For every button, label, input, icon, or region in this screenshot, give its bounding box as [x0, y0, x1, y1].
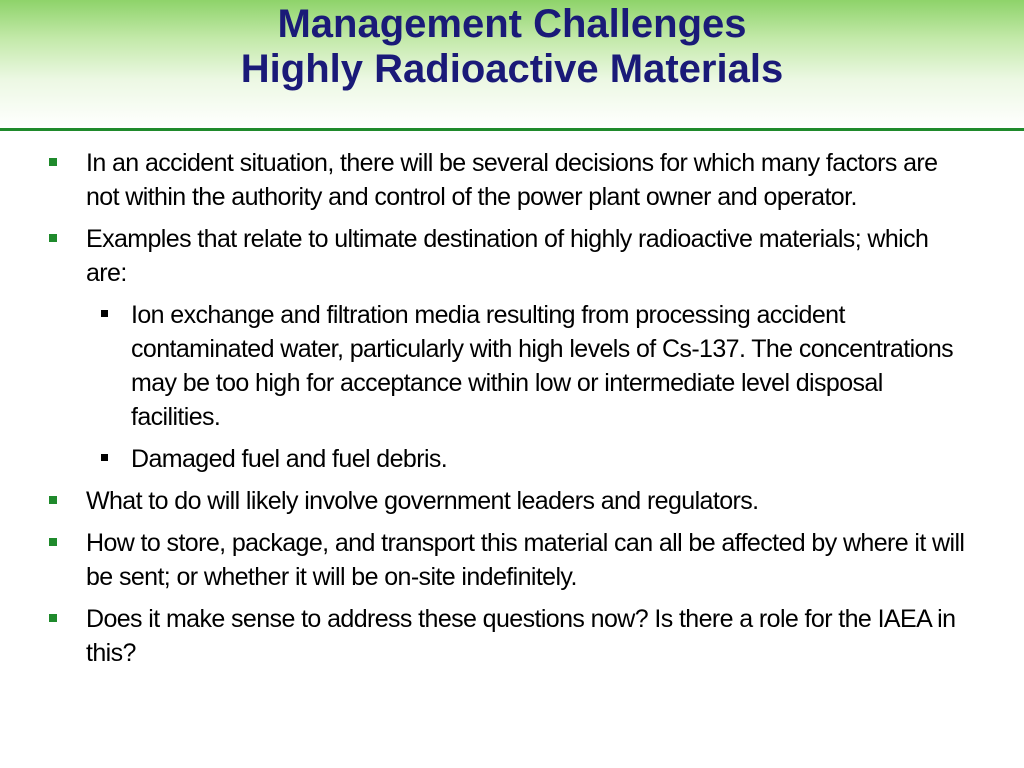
title-header-band	[0, 0, 1024, 128]
bullet-text: How to store, package, and transport this material can all be affected by where it will be sent; or whether it will be on-site indefinitely.	[86, 529, 965, 591]
square-sub-bullet-icon	[101, 310, 108, 317]
sub-bullet-item	[0, 298, 1024, 434]
bullet-item	[0, 146, 1024, 214]
sub-bullet-item	[0, 442, 1024, 476]
sub-bullet-text: Damaged fuel and fuel debris.	[131, 445, 448, 473]
bullet-item	[0, 484, 1024, 518]
bullet-text: What to do will likely involve government leaders and regulators.	[86, 487, 759, 515]
bullet-text: Does it make sense to address these questions now? Is there a role for the IAEA in this?	[86, 605, 956, 667]
bullet-item	[0, 602, 1024, 670]
sub-bullet-text: Ion exchange and filtration media resulting from processing accident contaminated water, particularly with high levels of Cs-137. The concentrations may be too high for acceptance within low or intermediate level disposal facilities.	[131, 301, 954, 431]
square-bullet-icon	[49, 614, 57, 622]
title-line-1: Management Challenges	[277, 2, 747, 46]
bullet-text: Examples that relate to ultimate destination of highly radioactive materials; which are:	[86, 225, 929, 287]
square-bullet-icon	[49, 158, 57, 166]
title-divider-line	[0, 128, 1024, 131]
slide-title	[0, 2, 1024, 92]
bullet-text: In an accident situation, there will be several decisions for which many factors are not within the authority and control of the power plant owner and operator.	[86, 149, 938, 211]
square-bullet-icon	[49, 538, 57, 546]
title-line-2: Highly Radioactive Materials	[240, 47, 784, 91]
square-bullet-icon	[49, 234, 57, 242]
bullet-item	[0, 222, 1024, 290]
square-bullet-icon	[49, 496, 57, 504]
bullet-list	[0, 146, 1024, 678]
bullet-item	[0, 526, 1024, 594]
square-sub-bullet-icon	[101, 454, 108, 461]
